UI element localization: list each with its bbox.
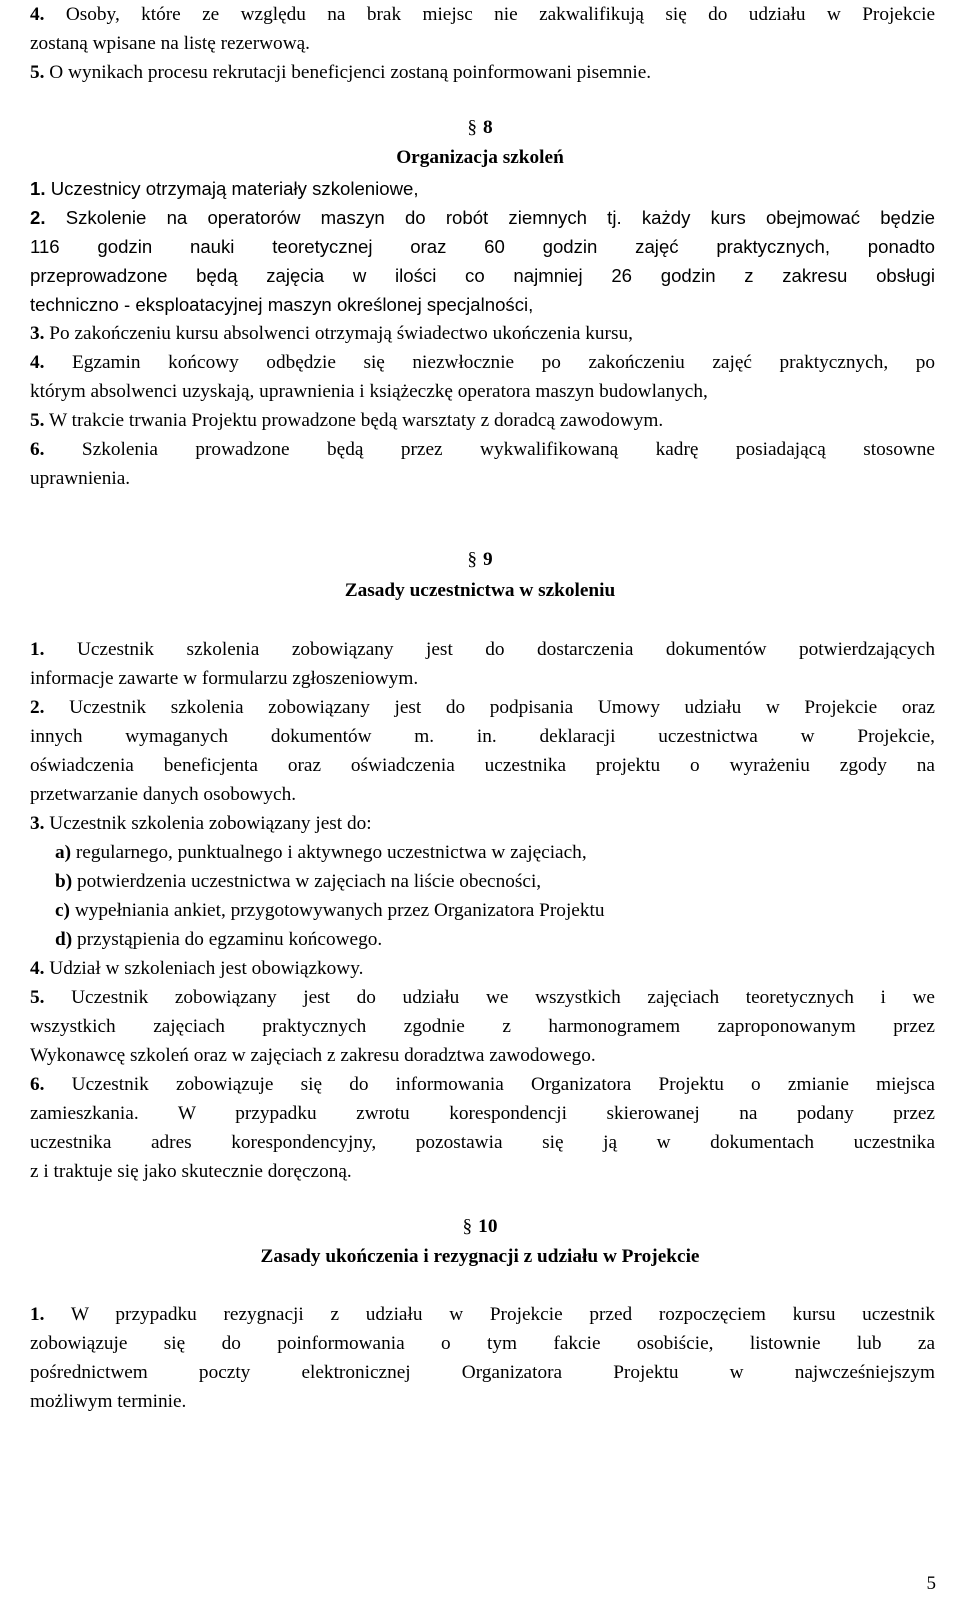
section-10-number — [0, 1212, 960, 1242]
line — [30, 58, 935, 87]
item-number: 5. — [30, 987, 45, 1008]
item-text: W trakcie trwania Projektu prowadzone będą warsztaty z doradcą zawodowym. — [48, 410, 664, 431]
line: zobowiązuje się do poinformowania o tym fakcie osobiście, listownie lub za — [30, 1333, 935, 1354]
section-8-title: Organizacja szkoleń — [396, 147, 564, 168]
list-item-9-3-b — [55, 867, 935, 896]
item-text: potwierdzenia uczestnictwa w zajęciach na liście obecności, — [76, 871, 542, 892]
line: wszystkich zajęciach praktycznych zgodnie z harmonogramem zaproponowanym przez — [30, 1016, 935, 1037]
line — [30, 203, 935, 232]
line — [30, 348, 935, 377]
line: Wykonawcę szkoleń oraz w zajęciach z zakresu doradztwa zawodowego. — [30, 1045, 596, 1066]
item-number: 1. — [30, 178, 46, 199]
line: uprawnienia. — [30, 468, 131, 489]
line: pośrednictwem poczty elektronicznej Organizatora Projektu w najwcześniejszym — [30, 1362, 935, 1383]
list-item-9-3-c — [55, 896, 935, 925]
line — [30, 319, 935, 348]
item-text: Uczestnik szkolenia zobowiązany jest do podpisania Umowy udziału w Projekcie oraz — [69, 697, 935, 718]
item-letter: b) — [55, 871, 73, 892]
line — [30, 1300, 935, 1329]
paragraph-7-4 — [30, 0, 935, 58]
paragraph-9-3 — [30, 809, 935, 838]
line: informacje zawarte w formularzu zgłoszeniowym. — [30, 668, 419, 689]
item-number: 6. — [30, 1074, 45, 1095]
paragraph-9-6 — [30, 1070, 935, 1186]
line: innych wymaganych dokumentów m. in. deklaracji uczestnictwa w Projekcie, — [30, 726, 935, 747]
item-number: 5. — [30, 410, 45, 431]
item-number: 3. — [30, 323, 45, 344]
item-text: W przypadku rezygnacji z udziału w Projekcie przed rozpoczęciem kursu uczestnik — [70, 1304, 935, 1325]
section-symbol: § — [462, 1216, 473, 1237]
paragraph-8-5 — [30, 406, 935, 435]
item-text: regularnego, punktualnego i aktywnego uczestnictwa w zajęciach, — [75, 842, 587, 863]
line — [30, 406, 935, 435]
line: możliwym terminie. — [30, 1391, 187, 1412]
item-number: 2. — [30, 207, 46, 228]
item-text: Uczestnicy otrzymają materiały szkoleniowe, — [50, 178, 419, 199]
paragraph-10-1 — [30, 1300, 935, 1416]
item-number: 5. — [30, 62, 45, 83]
section-8-number — [0, 113, 960, 143]
line — [30, 0, 935, 29]
item-number: 4. — [30, 958, 45, 979]
item-number: 4. — [30, 352, 45, 373]
item-number: 1. — [30, 639, 45, 660]
item-number: 4. — [30, 4, 45, 25]
paragraph-9-4 — [30, 954, 935, 983]
line — [30, 435, 935, 464]
paragraph-8-6 — [30, 435, 935, 493]
item-letter: c) — [55, 900, 70, 921]
section-symbol: § — [467, 549, 477, 570]
item-letter: a) — [55, 842, 72, 863]
line: przeprowadzone będą zajęcia w ilości co najmniej 26 godzin z zakresu obsługi — [30, 265, 935, 286]
item-text: Uczestnik szkolenia zobowiązany jest do: — [49, 813, 372, 834]
section-number: 10 — [478, 1216, 498, 1237]
paragraph-8-1 — [30, 174, 935, 203]
section-number: 9 — [483, 549, 493, 570]
item-number: 3. — [30, 813, 45, 834]
line: z i traktuje się jako skutecznie doręczoną. — [30, 1161, 352, 1182]
line: zamieszkania. W przypadku zwrotu korespondencji skierowanej na podany przez — [30, 1103, 935, 1124]
section-10-title: Zasady ukończenia i rezygnacji z udziału w Projekcie — [260, 1246, 700, 1267]
section-9-number — [0, 545, 960, 575]
paragraph-8-4 — [30, 348, 935, 406]
paragraph-8-3 — [30, 319, 935, 348]
line: przetwarzanie danych osobowych. — [30, 784, 297, 805]
line — [30, 693, 935, 722]
item-text: Uczestnik szkolenia zobowiązany jest do dostarczenia dokumentów potwierdzających — [76, 639, 935, 660]
line: zostaną wpisane na listę rezerwową. — [30, 33, 310, 54]
paragraph-9-1 — [30, 635, 935, 693]
item-letter: d) — [55, 929, 73, 950]
paragraph-7-5 — [30, 58, 935, 87]
section-symbol: § — [467, 117, 477, 138]
section-9-title: Zasady uczestnictwa w szkoleniu — [344, 580, 616, 601]
line: uczestnika adres korespondencyjny, pozostawia się ją w dokumentach uczestnika — [30, 1132, 935, 1153]
line: techniczno - eksploatacyjnej maszyn określonej specjalności, — [30, 294, 534, 315]
item-text: przystąpienia do egzaminu końcowego. — [76, 929, 383, 950]
item-text: wypełniania ankiet, przygotowywanych przez Organizatora Projektu — [74, 900, 605, 921]
page-number: 5 — [926, 1573, 936, 1594]
line — [30, 983, 935, 1012]
item-number: 1. — [30, 1304, 45, 1325]
list-item-9-3-d — [55, 925, 935, 954]
item-text: Osoby, które ze względu na brak miejsc nie zakwalifikują się do udziału w Projekcie — [65, 4, 936, 25]
item-text: Uczestnik zobowiązany jest do udziału we wszystkich zajęciach teoretycznych i we — [71, 987, 935, 1008]
paragraph-8-2 — [30, 203, 935, 319]
item-number: 2. — [30, 697, 45, 718]
line: którym absolwenci uzyskają, uprawnienia i książeczkę operatora maszyn budowlanych, — [30, 381, 708, 402]
item-text: Szkolenie na operatorów maszyn do robót ziemnych tj. każdy kurs obejmować będzie — [65, 207, 936, 228]
paragraph-9-5 — [30, 983, 935, 1070]
item-text: Po zakończeniu kursu absolwenci otrzymają świadectwo ukończenia kursu, — [49, 323, 633, 344]
line — [30, 954, 935, 983]
line — [30, 635, 935, 664]
section-number: 8 — [483, 117, 493, 138]
item-text: Egzamin końcowy odbędzie się niezwłocznie po zakończeniu zajęć praktycznych, po — [72, 352, 935, 373]
item-text: Szkolenia prowadzone będą przez wykwalifikowaną kadrę posiadającą stosowne — [81, 439, 935, 460]
item-text: Uczestnik zobowiązuje się do informowania Organizatora Projektu o zmianie miejsca — [71, 1074, 935, 1095]
line — [30, 174, 935, 203]
list-item-9-3-a — [55, 838, 935, 867]
line: 116 godzin nauki teoretycznej oraz 60 godzin zajęć praktycznych, ponadto — [30, 236, 935, 257]
line — [30, 1070, 935, 1099]
item-text: O wynikach procesu rekrutacji beneficjenci zostaną poinformowani pisemnie. — [49, 62, 652, 83]
line: oświadczenia beneficjenta oraz oświadczenia uczestnika projektu o wyrażeniu zgody na — [30, 755, 935, 776]
item-text: Udział w szkoleniach jest obowiązkowy. — [49, 958, 364, 979]
paragraph-9-2 — [30, 693, 935, 809]
line — [30, 809, 935, 838]
item-number: 6. — [30, 439, 45, 460]
